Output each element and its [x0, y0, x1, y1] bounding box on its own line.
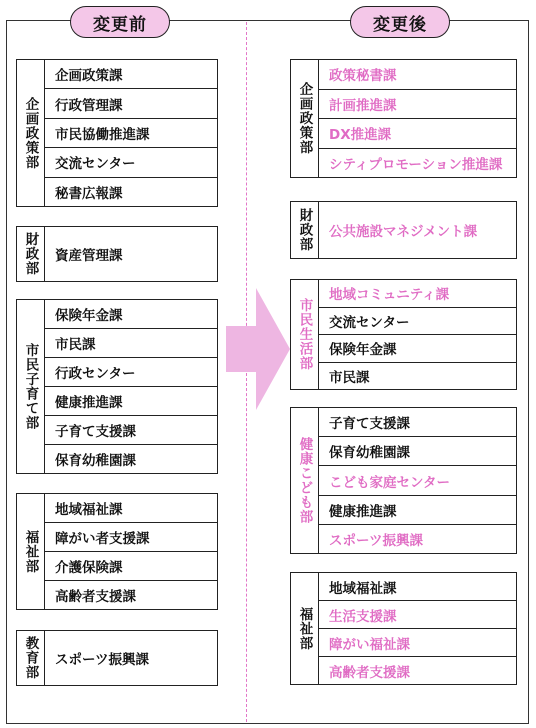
department-box — [16, 630, 218, 686]
department-name: 企画政策部 — [17, 60, 45, 206]
section-row: 秘書広報課 — [55, 185, 123, 202]
section-row: シティプロモーション推進課 — [329, 156, 503, 173]
after-title: 変更後 — [350, 6, 450, 38]
section-row: 地域福祉課 — [45, 494, 217, 523]
section-list — [319, 408, 516, 553]
section-list — [319, 573, 516, 684]
department-name: 市民子育て部 — [17, 300, 45, 473]
department-name: 財政部 — [291, 202, 319, 258]
section-row: 市民課 — [329, 369, 370, 386]
department-box — [290, 59, 517, 178]
section-row: 健康推進課 — [45, 387, 217, 416]
section-list — [45, 631, 217, 685]
section-list — [319, 280, 516, 389]
section-row: 子育て支援課 — [319, 408, 516, 437]
section-row: 行政センター — [45, 358, 217, 387]
section-row: 保険年金課 — [45, 300, 217, 329]
section-row: 市民課 — [45, 329, 217, 358]
section-list — [45, 60, 217, 206]
department-box — [290, 407, 517, 554]
section-row: 保険年金課 — [319, 335, 516, 363]
section-row: 企画政策課 — [45, 60, 217, 89]
section-row: スポーツ振興課 — [55, 652, 149, 668]
section-row: 公共施設マネジメント課 — [329, 224, 478, 240]
section-row: 生活支援課 — [319, 601, 516, 629]
section-row: 健康推進課 — [319, 496, 516, 525]
department-box — [16, 299, 218, 474]
department-box — [16, 226, 218, 282]
section-list — [319, 202, 516, 258]
section-row: 障がい福祉課 — [319, 629, 516, 657]
before-title: 変更前 — [70, 6, 170, 38]
department-box — [290, 279, 517, 390]
section-row: スポーツ振興課 — [329, 532, 423, 549]
section-row: 地域福祉課 — [319, 573, 516, 601]
section-row: 保育幼稚園課 — [55, 453, 136, 469]
section-row: 高齢者支援課 — [55, 589, 136, 605]
section-row: 高齢者支援課 — [329, 664, 410, 681]
department-name: 福祉部 — [291, 573, 319, 684]
section-row: 地域コミュニティ課 — [319, 280, 516, 308]
department-name: 市民生活部 — [291, 280, 319, 389]
department-name: 健康こども部 — [291, 408, 319, 553]
department-name: 財政部 — [17, 227, 45, 281]
section-row: DX推進課 — [319, 119, 516, 149]
section-row: 交流センター — [319, 308, 516, 336]
department-name: 福祉部 — [17, 494, 45, 609]
section-list — [45, 227, 217, 281]
section-row: 市民協働推進課 — [45, 119, 217, 148]
section-list — [45, 300, 217, 473]
department-box — [16, 493, 218, 610]
section-row: 行政管理課 — [45, 89, 217, 118]
section-row: 子育て支援課 — [45, 416, 217, 445]
department-name: 企画政策部 — [291, 60, 319, 177]
department-box — [16, 59, 218, 207]
section-list — [45, 494, 217, 609]
section-row: こども家庭センター — [319, 466, 516, 495]
section-row: 資産管理課 — [55, 248, 123, 264]
department-box — [290, 572, 517, 685]
department-name: 教育部 — [17, 631, 45, 685]
section-row: 計画推進課 — [319, 90, 516, 120]
department-box — [290, 201, 517, 259]
section-row: 政策秘書課 — [319, 60, 516, 90]
section-row: 障がい者支援課 — [45, 523, 217, 552]
section-row: 介護保険課 — [45, 552, 217, 581]
section-row: 保育幼稚園課 — [319, 437, 516, 466]
section-row: 交流センター — [45, 148, 217, 177]
section-list — [319, 60, 516, 177]
